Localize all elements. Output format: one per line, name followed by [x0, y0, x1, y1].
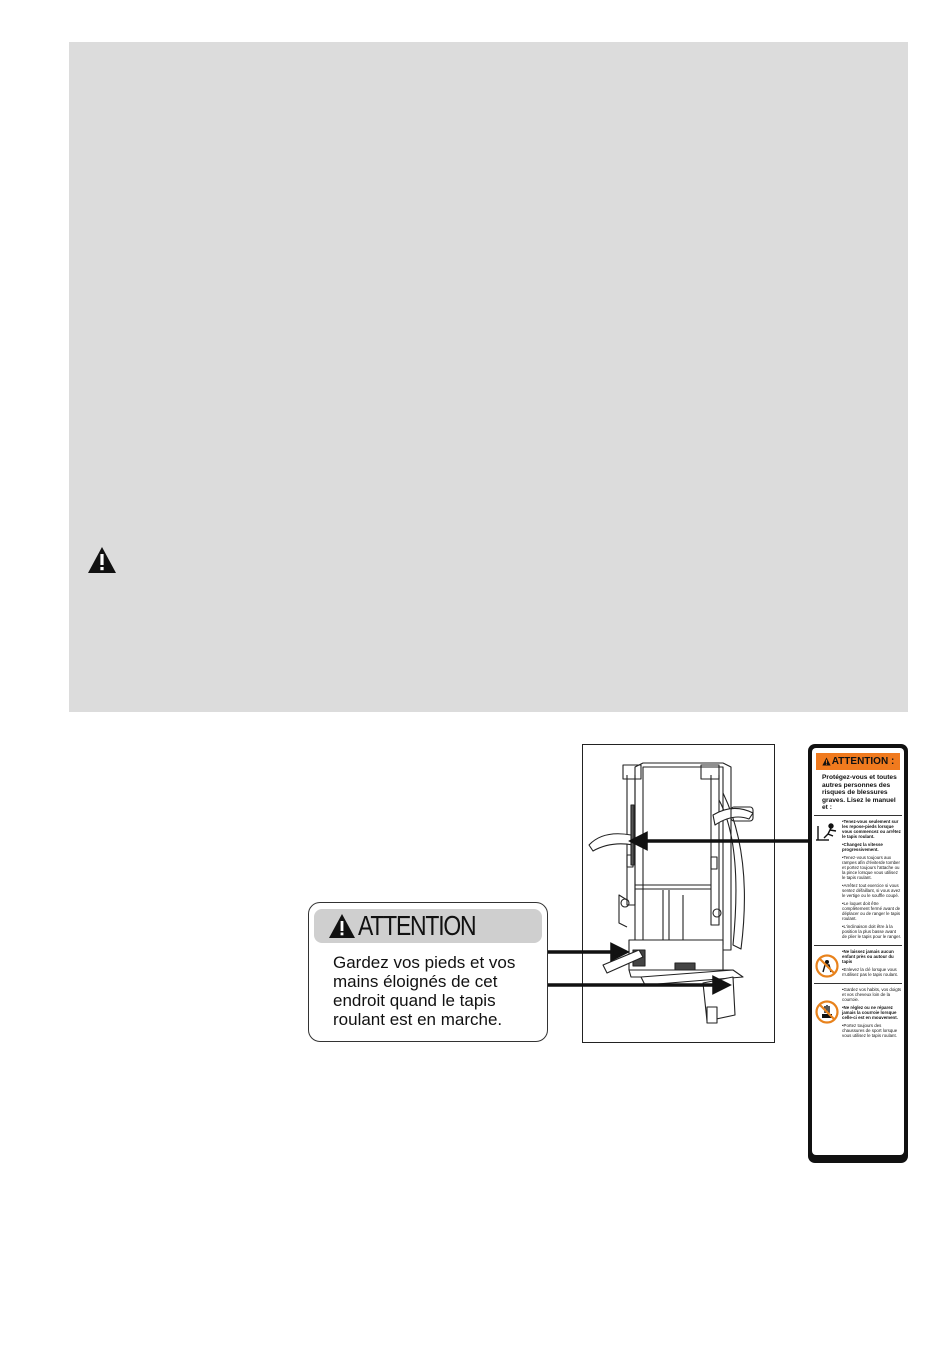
instructions-panel [69, 42, 908, 712]
warning-triangle-icon [822, 757, 831, 766]
folded-treadmill-illustration [583, 745, 776, 1044]
attention-warning-label [308, 902, 548, 1042]
side-section-belt [812, 984, 904, 1044]
side-item: •Enlevez la clé lorsque vous n'utilisez pas le tapis roulant. [842, 966, 898, 977]
attention-label-header [314, 909, 542, 943]
side-item: •Portez toujours des chaussures de sport lorsque vous utilisez le tapis roulant. [842, 1022, 898, 1038]
side-item: •L'inclinaison doit être à la position la plus basse avant de plier le tapis pour le ranger. [842, 923, 902, 939]
warning-triangle-icon [87, 546, 117, 574]
side-item: •Arrêtez tout exercice si vous sentez défaillant, si vous avez le vertige ou le souffle coupé. [842, 882, 901, 898]
side-label-intro: Protégez-vous et toutes autres personnes des risques de blessures graves. Lisez le manuel et : [822, 774, 897, 812]
side-label-content [812, 748, 904, 1155]
side-item: •Tenez-vous toujours aux rampes afin d'éviterde tomber et portez toujours l'attache ou la pince lorsque vous utilisez le tapis roulant. [842, 854, 900, 880]
side-section-children [812, 946, 904, 983]
side-label-title: ATTENTION : [831, 756, 895, 767]
warning-triangle-icon [328, 913, 356, 939]
side-item: •Ne laissez jamais aucun enfant près ou autour du tapis [842, 948, 894, 964]
attention-label-message: Gardez vos pieds et vos mains éloignés de cet endroit quand le tapis roulant est en marche. [333, 953, 516, 1029]
no-children-icon [815, 954, 839, 978]
treadmill-diagram [582, 744, 775, 1043]
side-item: •Le loquet doit être complètement fermé avant de déplacer ou de ranger le tapis roulant. [842, 900, 901, 921]
side-section-usage [812, 816, 904, 945]
side-item: •Tenez-vous seulement sur les repose-pieds lorsque vous commencez ou arrêtez le tapis roulant. [842, 818, 901, 839]
side-warning-label [808, 744, 908, 1163]
person-stepping-icon [815, 822, 839, 842]
attention-label-title: ATTENTION [358, 910, 476, 941]
side-item: •Changez la vitesse progressivement. [842, 841, 883, 852]
side-item: •Ne réglez ou ne réparez jamais la courroie lorsque celle-ci est en mouvement. [842, 1004, 898, 1020]
side-label-header [816, 753, 900, 770]
side-item: •Gardez vos habits, vos doigts et vos cheveux loin de la courroie. [842, 986, 902, 1002]
no-hands-in-belt-icon [815, 1000, 839, 1024]
